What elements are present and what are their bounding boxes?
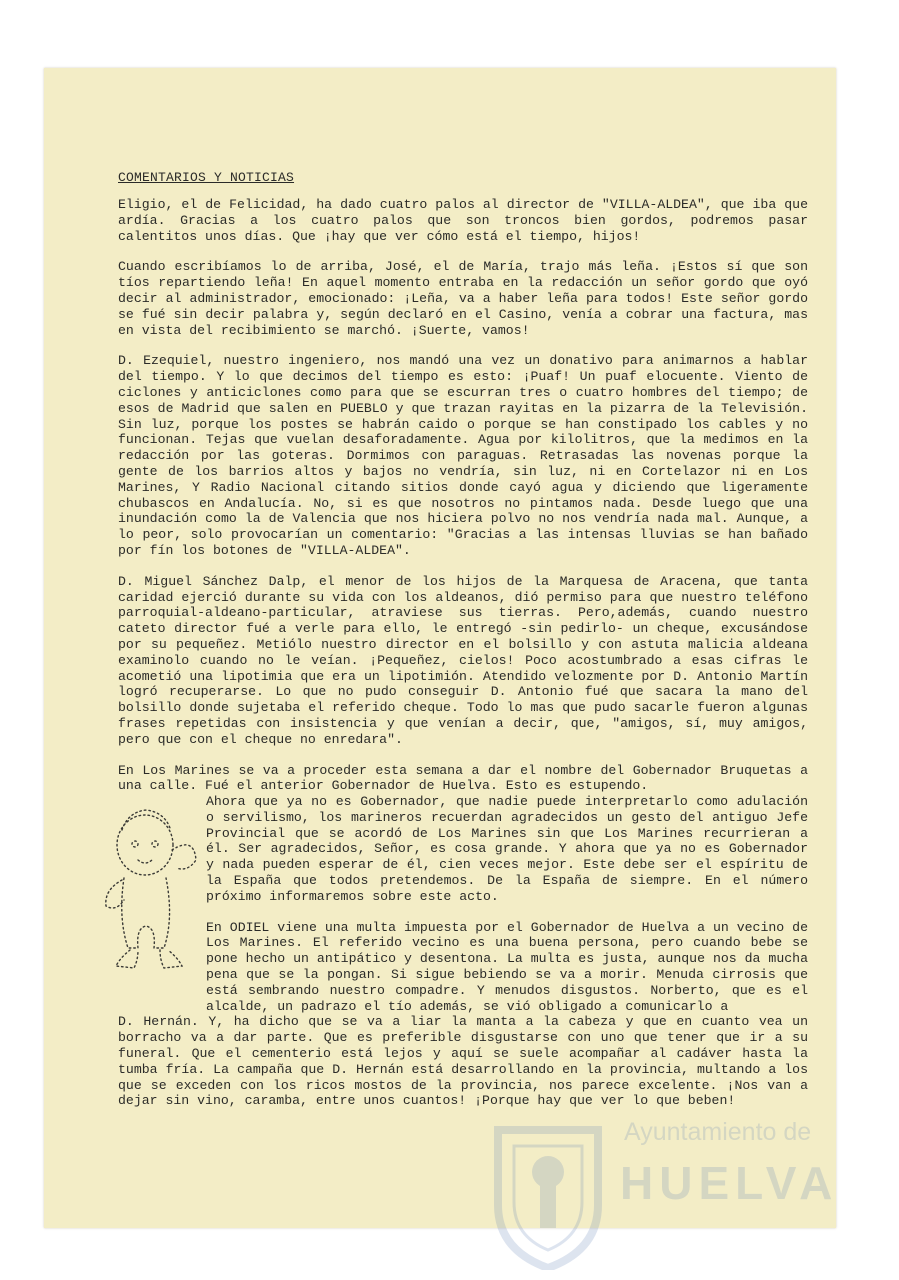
cherub-head [117, 815, 173, 875]
paragraph-2: Cuando escribíamos lo de arriba, José, el de María, trajo más leña. ¡Estos sí que son tíos repartiendo leña! En aquel momento entraba en la redacción un señor gordo que oyó decir al administrador, emocionado: ¡Leña, va a haber leña para todos! Este señor gordo se fué sin decir palabra y, según declaró en el Casino, venía a cobrar una factura, mas en vista del recibimiento se marchó. ¡Suerte, vamos! [118, 259, 808, 338]
paragraph-8: D. Hernán. Y, ha dicho que se va a liar la manta a la cabeza y que en cuanto vea un borracho va a dar parte. Que es preferible disgustarse con uno que tener que ir a su funeral. Que el cementerio está lejos y aquí se suele acompañar al cadáver hasta la tumba fría. La campaña que D. Hernán está desarrollando en la provincia, multando a los que se exceden con los ricos mostos de la provincia, nos parece excelente. ¡Nos van a dejar sin vino, caramba, entre unos cuantos! ¡Porque hay que ver lo que beben! [118, 1014, 808, 1109]
paragraph-5: En Los Marines se va a proceder esta semana a dar el nombre del Gobernador Bruquetas a una calle. Fué el anterior Gobernador de Huelva. Esto es estupendo. [118, 762, 808, 794]
paragraph-4: D. Miguel Sánchez Dalp, el menor de los hijos de la Marquesa de Aracena, que tanta caridad ejerció durante su vida con los aldeanos, dió permiso para que nuestro teléfono parroquial-aldeano-particular, atraviese sus tierras. Pero,además, cuando nuestro cateto director fué a verle para ello, le entregó -sin pedirlo- un cheque, excusándose por su pequeñez. Metiólo nuestro director en el bolsillo y con astuta malicia aldeana examinolo cuando no le veían. ¡Pequeñez, cielos! Poco acostumbrado a esas cifras le acometió una lipotimia que era un lipotimión. Atendido velozmente por D. Antonio Martín logró recuperarse. Lo que no pudo conseguir D. Antonio fué que sacara la mano del bolsillo donde sujetaba el referido cheque. Todo lo mas que pudo sacarle fueron algunas frases repetidas con insistencia y que venían a decir, que, "amigos, sí, muy amigos, pero que con el cheque no enredara". [118, 573, 808, 747]
paragraph-3: D. Ezequiel, nuestro ingeniero, nos mandó una vez un donativo para animarnos a hablar del tiempo. Y lo que decimos del tiempo es esto: ¡Puaf! Un puaf elocuente. Viento de ciclones y anticiclones como para que se escurran tres o cuatro hombres del tiempo; de esos de Madrid que salen en PUEBLO y que trazan rayitas en la pizarra de la Televisión. Sin luz, porque los postes se habrán caido o porque se han constipado los cables y no funcionan. Tejas que vuelan desaforadamente. Agua por kilolitros, que la medimos en la redacción por las goteras. Dormimos con paraguas. Retrasadas las novenas porque la gente de los barrios altos y bajos no vendría, sin luz, ni en Cortelazor ni en Los Marines, Y Radio Nacional citando sitios donde cayó agua y diciendo que ligeramente chubascos en Andalucía. No, si es que nosotros no pintamos nada. Desde luego que una inundación como la de Valencia que nos hiciera polvo no nos vendría nada mal. Aunque, a lo peor, solo provocarían un comentario: "Gracias a las intensas lluvias se han bañado por fín los botones de "VILLA-ALDEA". [118, 353, 808, 558]
cherub-arm [106, 880, 124, 908]
cherub-body [122, 878, 170, 948]
city-seal-icon [488, 1110, 608, 1270]
cherub-illustration [100, 800, 200, 980]
watermark [488, 1110, 839, 1270]
watermark-line1: Ayuntamiento de [624, 1118, 812, 1146]
paragraph-7: En ODIEL viene una multa impuesta por el Gobernador de Huelva a un vecino de Los Marines. El referido vecino es una buena persona, pero cuando bebe se pone hecho un antipático y desentona. La multa es justa, aunque nos da mucha pena que se la pongan. Si sigue bebiendo se va a morir. Menuda cirrosis que está sembrando nuestro compadre. Y menudos disgustos. Norberto, que es el alcalde, un padrazo el tío además, se vió obligado a comunicarlo a [206, 919, 808, 1014]
cherub-wing [172, 845, 196, 869]
page-title: COMENTARIOS Y NOTICIAS [118, 170, 295, 185]
page-content [118, 170, 808, 1109]
illustrated-block [118, 763, 808, 1110]
paragraph-6: Ahora que ya no es Gobernador, que nadie puede interpretarlo como adulación o servilismo, los marineros recuerdan agradecidos un gesto del antiguo Jefe Provincial que se acordó de Los Marines sin que Los Marines recurrieran a él. Ser agradecidos, Señor, es cosa grande. Y ahora que ya no es Gobernador y nada pueden esperar de él, cien veces mejor. Este debe ser el espíritu de la España que todos pretendemos. De la España de siempre. En el número próximo informaremos sobre este acto. [206, 794, 808, 904]
cherub-hair [122, 810, 170, 830]
paragraph-1: Eligio, el de Felicidad, ha dado cuatro palos al director de "VILLA-ALDEA", que iba que ardía. Gracias a los cuatro palos que son troncos bien gordos, podremos pasar calentitos unos días. Que ¡hay que ver cómo está el tiempo, hijos! [118, 197, 808, 244]
watermark-line2: HUELVA [620, 1157, 839, 1209]
